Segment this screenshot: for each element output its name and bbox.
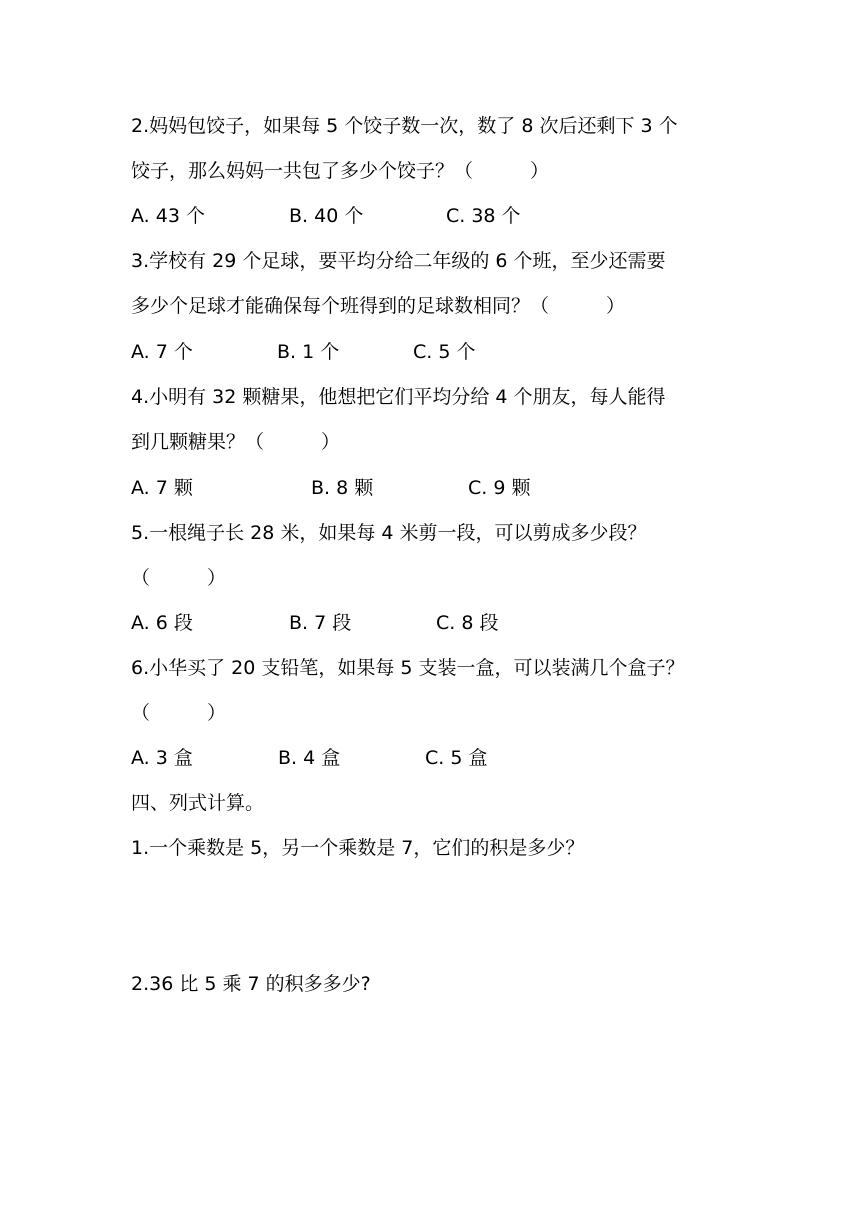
question-4-line-1: 4.小明有 32 颗糖果，他想把它们平均分给 4 个朋友，每人能得 [131, 386, 666, 408]
option-a: A. 3 盒 [131, 747, 193, 769]
calc-item-2: 2.36 比 5 乘 7 的积多多少? [131, 973, 371, 995]
option-b: B. 7 段 [289, 612, 352, 634]
calc-item-1: 1.一个乘数是 5，另一个乘数是 7，它们的积是多少？ [131, 837, 585, 859]
question-6-line-1: 6.小华买了 20 支铅笔，如果每 5 支装一盒，可以装满几个盒子？ [131, 657, 685, 679]
option-b: B. 8 颗 [311, 477, 374, 499]
question-3-line-2: 多少个足球才能确保每个班得到的足球数相同？（ ） [131, 295, 626, 317]
option-a: A. 43 个 [131, 205, 205, 227]
option-c: C. 5 盒 [425, 747, 488, 769]
option-a: A. 7 颗 [131, 477, 193, 499]
question-5-line-2: （ ） [131, 567, 227, 589]
question-5-line-1: 5.一根绳子长 28 米，如果每 4 米剪一段，可以剪成多少段？ [131, 522, 647, 544]
section-heading: 四、列式计算。 [131, 792, 265, 814]
option-b: B. 1 个 [277, 341, 340, 363]
question-2-line-1: 2.妈妈包饺子，如果每 5 个饺子数一次，数了 8 次后还剩下 3 个 [131, 115, 678, 137]
question-6-line-2: （ ） [131, 702, 227, 724]
option-c: C. 8 段 [436, 612, 499, 634]
option-c: C. 38 个 [446, 205, 521, 227]
option-c: C. 5 个 [413, 341, 476, 363]
option-b: B. 40 个 [289, 205, 364, 227]
option-a: A. 6 段 [131, 612, 193, 634]
question-4-line-2: 到几颗糖果？（ ） [131, 431, 341, 453]
option-a: A. 7 个 [131, 341, 193, 363]
option-b: B. 4 盒 [278, 747, 341, 769]
option-c: C. 9 颗 [468, 477, 531, 499]
question-2-line-2: 饺子，那么妈妈一共包了多少个饺子？（ ） [131, 160, 550, 182]
question-3-line-1: 3.学校有 29 个足球，要平均分给二年级的 6 个班，至少还需要 [131, 250, 666, 272]
